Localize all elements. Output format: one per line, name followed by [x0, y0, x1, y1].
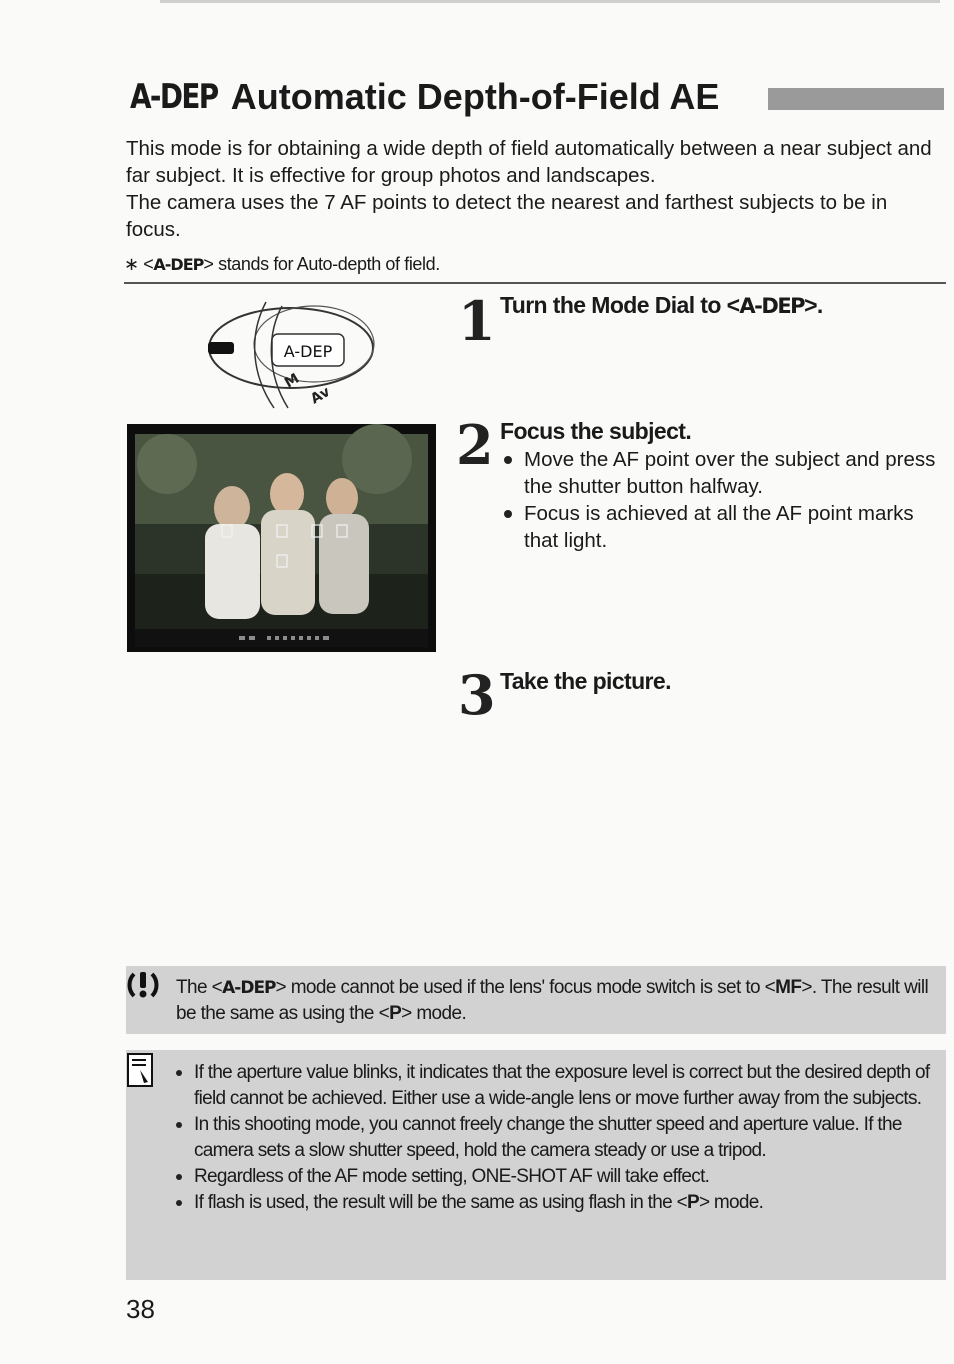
mode-dial-illustration — [196, 296, 386, 416]
dial-label: A-DEP — [283, 342, 333, 361]
caution-mid2: >. The result will be the same as using the < — [176, 977, 929, 1024]
footnote-prefix: ∗ < — [124, 254, 154, 274]
list-item: Focus is achieved at all the AF point marks that light. — [502, 500, 942, 554]
step-1-title-mode: A-DEP — [739, 294, 805, 318]
step-3-title: Take the picture. — [500, 668, 671, 694]
caution-mf: MF — [775, 977, 802, 998]
caution-mode: A-DEP — [222, 978, 276, 998]
caution-pre: The < — [176, 977, 223, 998]
caution-icon — [126, 968, 160, 1002]
memo-last-p: P — [686, 1192, 699, 1213]
title-mode-symbol: A-DEP — [130, 77, 218, 117]
caution-mid: > mode cannot be used if the lens' focus mode switch is set to < — [275, 977, 776, 998]
page-number: 38 — [126, 1294, 155, 1324]
title-text: Automatic Depth-of-Field AE — [230, 76, 720, 117]
caution-post: > mode. — [401, 1003, 467, 1024]
intro-paragraph-2: The camera uses the 7 AF points to detect the nearest and farthest subjects to be in focus. — [126, 191, 888, 241]
memo-last-pre: If flash is used, the result will be the same as using flash in the < — [194, 1192, 687, 1213]
memo-text — [176, 1060, 936, 1216]
footnote-suffix: > stands for Auto-depth of field. — [203, 254, 440, 274]
list-item — [176, 1190, 936, 1216]
viewfinder-photo — [127, 424, 436, 652]
title-bar-decoration — [768, 88, 944, 110]
memo-icon — [126, 1052, 156, 1088]
memo-last-post: > mode. — [698, 1192, 764, 1213]
step-3-number: 3 — [458, 663, 496, 727]
dial-mark-m: M — [282, 370, 303, 392]
footnote-mode: A-DEP — [153, 255, 204, 274]
step-1-number: 1 — [458, 289, 496, 353]
section-divider — [124, 282, 946, 284]
step-1-title-pre: Turn the Mode Dial to < — [500, 292, 740, 318]
caution-p: P — [389, 1003, 402, 1024]
step-1-title — [500, 292, 823, 319]
list-item: Regardless of the AF mode setting, ONE-SHOT AF will take effect. — [176, 1164, 936, 1190]
list-item: In this shooting mode, you cannot freely change the shutter speed and aperture value. If the camera sets a slow shutter speed, hold the camera steady or use a tripod. — [176, 1112, 936, 1164]
step-1-title-post: >. — [804, 292, 823, 318]
footnote — [124, 254, 440, 275]
page-title — [130, 74, 719, 120]
list-item: Move the AF point over the subject and press the shutter button halfway. — [502, 446, 942, 500]
intro-text — [126, 135, 946, 243]
step-2-title: Focus the subject. — [500, 418, 692, 444]
list-item: If the aperture value blinks, it indicates that the exposure level is correct but the desired depth of field cannot be achieved. Either use a wide-angle lens or move further away from the subjects. — [176, 1060, 936, 1112]
dial-mark-av: Av — [308, 383, 333, 408]
step-2-number: 2 — [456, 413, 494, 477]
intro-paragraph-1: This mode is for obtaining a wide depth of field automatically between a near subject and far subject. It is effective for group photos and landscapes. — [126, 137, 932, 187]
step-2-bullets — [502, 446, 942, 554]
top-rule — [160, 0, 940, 3]
caution-text — [176, 975, 936, 1027]
